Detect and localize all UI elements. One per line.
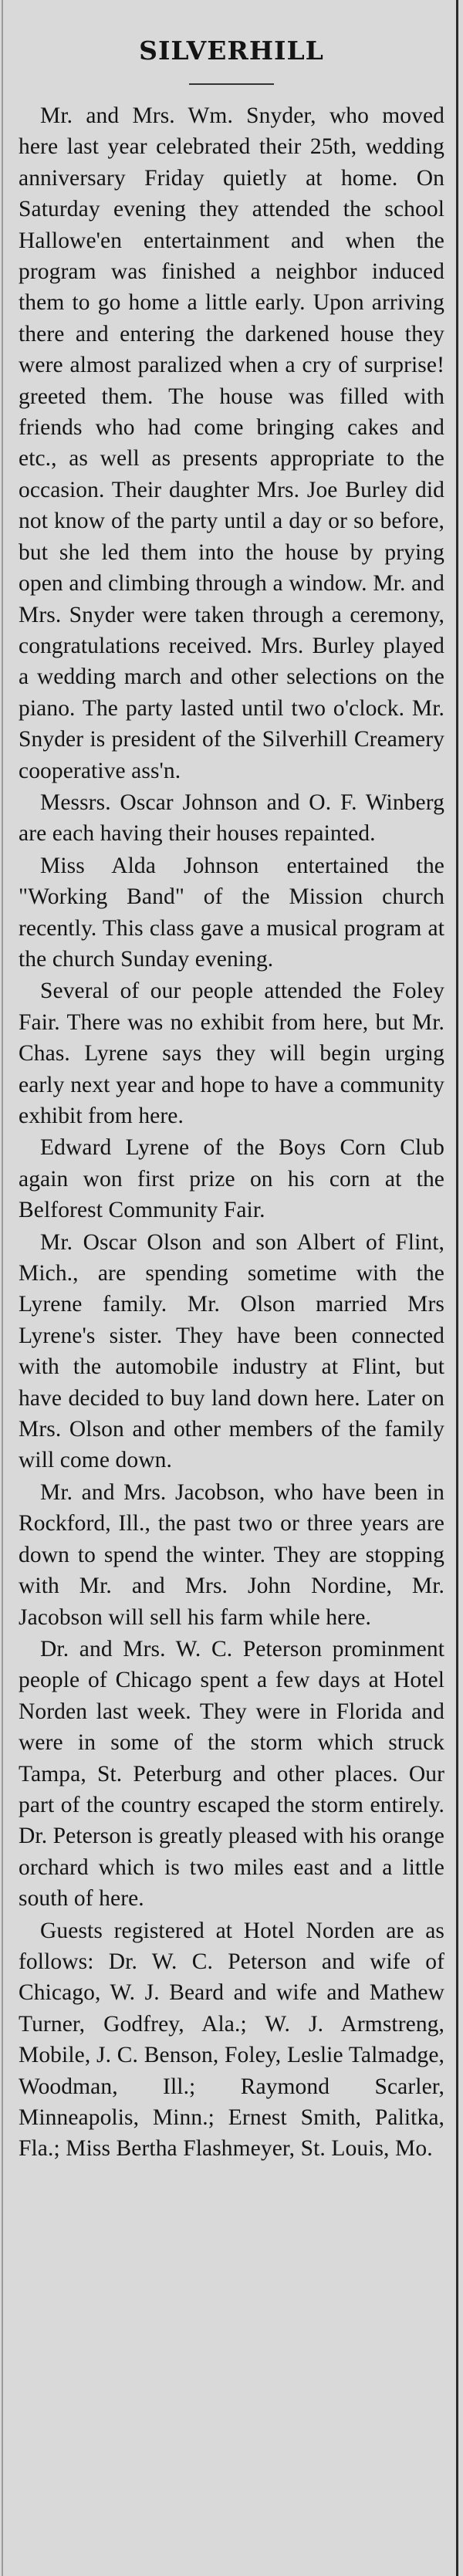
paragraph-corn-club: Edward Lyrene of the Boys Corn Club again won first prize on his corn at the Belforest Community Fair. — [19, 1135, 444, 1223]
paragraph-hotel-guests: Guests registered at Hotel Norden are as follows: Dr. W. C. Peterson and wife of Chicago, W. J. Beard and wife and Mathew Turner, Godfrey, Ala.; W. J. Armstreng, Mobile, J. C. Benson, Foley, Leslie Talmadge, Woodman, Ill.; Raymond Scarler, Minneapolis, Minn.; Ernest Smith, Palitka, Fla.; Miss Bertha Flashmeyer, St. Louis, Mo. — [19, 1918, 444, 2162]
paragraph-peterson: Dr. and Mrs. W. C. Peterson prominment people of Chicago spent a few days at Hotel Norden last week. They were in Florida and were in some of the storm which struck Tampa, St. Peterburg and other places. Our part of the country escaped the storm entirely. Dr. Peterson is greatly pleased with his orange orchard which is two miles east and a little south of here. — [19, 1636, 444, 1912]
paragraph-olson-visit: Mr. Oscar Olson and son Albert of Flint, Mich., are spending sometime with the Lyrene family. Mr. Olson married Mrs Lyrene's sister. They have been connected with the automobile industry at Flint, but have decided to buy land down here. Later on Mrs. Olson and other members of the family will come down. — [19, 1229, 444, 1473]
column-rule-right — [456, 0, 458, 2576]
paragraph-foley-fair: Several of our people attended the Foley Fair. There was no exhibit from here, but Mr. Chas. Lyrene says they will begin urging early next year and hope to have a community exhibit from here. — [19, 979, 444, 1128]
article-headline: SILVERHILL — [139, 35, 324, 66]
paragraph-snyder-anniversary: Mr. and Mrs. Wm. Snyder, who moved here last year celebrated their 25th, wedding anniversary Friday quietly at home. On Saturday evening they attended the school Hallowe'en entertainment and when the program was finished a neighbor induced them to go home a little early. Upon arriving there and entering the darkened house they were almost paralized when a cry of surprise! greeted them. The house was filled with friends who had come bringing cakes and etc., as well as presents appropriate to the occasion. Their daughter Mrs. Joe Burley did not know of the party until a day or so before, but she led them into the house by prying open and climbing through a window. Mr. and Mrs. Snyder were taken through a ceremony, congratulations received. Mrs. Burley played a wedding march and other selections on the piano. The party lasted until two o'clock. Mr. Snyder is president of the Silverhill Creamery cooperative ass'n. — [19, 103, 444, 783]
headline-divider — [189, 83, 274, 85]
paragraph-working-band: Miss Alda Johnson entertained the "Working Band" of the Mission church recently. This class gave a musical program at the church Sunday evening. — [19, 853, 444, 972]
paragraph-jacobson: Mr. and Mrs. Jacobson, who have been in Rockford, Ill., the past two or three years are down to spend the winter. They are stopping with Mr. and Mrs. John Nordine, Mr. Jacobson will sell his farm while here. — [19, 1479, 444, 1630]
paragraph-houses-repainted: Messrs. Oscar Johnson and O. F. Winberg are each having their houses repainted. — [19, 789, 444, 847]
newspaper-column — [19, 0, 444, 2576]
column-rule-left — [2, 0, 3, 2576]
